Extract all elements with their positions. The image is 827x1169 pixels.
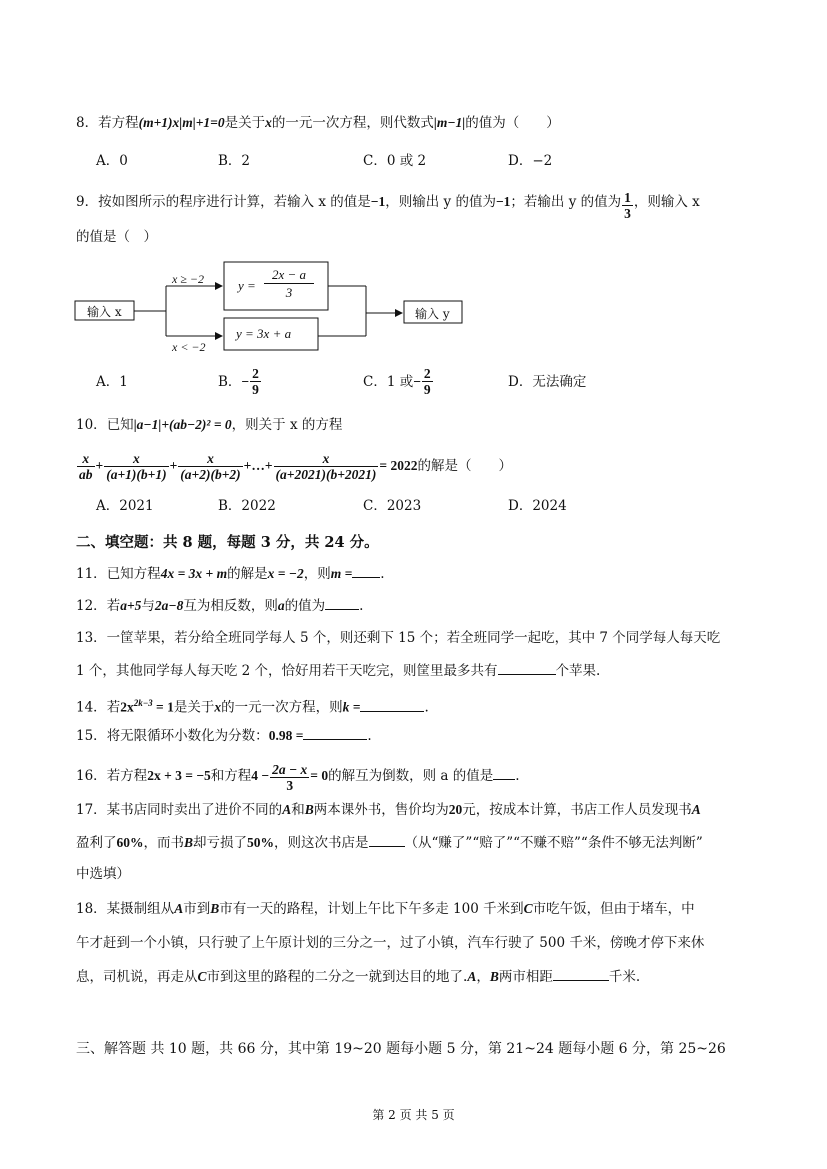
q8-equation: (m+1)x|m|+1=0 bbox=[138, 115, 225, 130]
formula-bottom: y = 3x + a bbox=[236, 326, 292, 341]
input-x-label: 输入 x bbox=[87, 305, 122, 319]
q14: 14．若$2x^{2k-3} = 1$是关于x的一元一次方程，则k = . bbox=[76, 698, 429, 716]
q14-answer-blank[interactable] bbox=[360, 699, 424, 712]
q17-line2: 盈利了60%，而书B却亏损了50%，则这次书店是 （从“赚了”“赔了”“不赚不赔”“条件不够无法判断” bbox=[76, 835, 703, 851]
q9-stem: 9．按如图所示的程序进行计算，若输入 x 的值是−1，则输出 y 的值为−1；若输出 y 的值为 $\frac{1}{3}$ ，则输入 x bbox=[76, 190, 700, 221]
q8-option-b: B．2 bbox=[218, 153, 251, 169]
q18-line2: 午才赶到一个小镇，只行驶了上午原计划的三分之一，过了小镇，汽车行驶了 500 千米，傍晚才停下来休 bbox=[76, 935, 705, 951]
q15: 15．将无限循环小数化为分数：0.98 = . bbox=[76, 728, 372, 744]
q8-option-c: C．0 或 2 bbox=[363, 153, 427, 169]
output-y-label: 输入 y bbox=[415, 307, 450, 321]
q16: 16．若方程2x + 3 = −5和方程4 − $\frac{2a - x}{3}$ = 0的解互为倒数，则 a 的值是 . bbox=[76, 762, 520, 793]
condition-bottom: x < −2 bbox=[172, 340, 206, 354]
q12: 12．若a+5与2a−8互为相反数，则a的值为 . bbox=[76, 598, 364, 614]
q9-option-d: D．无法确定 bbox=[508, 374, 587, 390]
q10-condition: |a−1|+(ab−2)² = 0 bbox=[133, 417, 232, 432]
q16-answer-blank[interactable] bbox=[493, 767, 515, 780]
q13-line2: 1 个，其他同学每人每天吃 2 个，恰好用若干天吃完，则筐里最多共有 个苹果. bbox=[76, 663, 601, 679]
q9-option-b: B．− $\frac{2}{9}$ bbox=[218, 366, 259, 397]
q18-line3: 息，司机说，再走从C市到这里的路程的二分之一就到达目的地了.A，B两市相距 千米. bbox=[76, 969, 641, 985]
condition-top: x ≥ −2 bbox=[172, 272, 205, 286]
q13-line1: 13．一筐苹果，若分给全班同学每人 5 个，则还剩下 15 个；若全班同学一起吃，其中 7 个同学每人每天吃 bbox=[76, 630, 721, 646]
q8-option-d: D．−2 bbox=[508, 153, 553, 169]
q17-line3: 中选填） bbox=[76, 866, 130, 882]
section-2-heading: 二、填空题：共 8 题，每题 3 分，共 24 分。 bbox=[76, 534, 379, 551]
q9-flowchart bbox=[74, 258, 474, 358]
q9-stem-line2: 的值是（ ） bbox=[76, 229, 157, 245]
q12-answer-blank[interactable] bbox=[325, 597, 359, 610]
q8-stem: 8．若方程(m+1)x|m|+1=0是关于x的一元一次方程，则代数式|m−1|的值为（ ） bbox=[76, 115, 560, 131]
q10-option-d: D．2024 bbox=[508, 498, 567, 514]
q15-answer-blank[interactable] bbox=[303, 727, 367, 740]
q11: 11．已知方程4x = 3x + m的解是x = −2，则m = . bbox=[76, 566, 385, 582]
section-3-heading: 三、解答题 共 10 题，共 66 分，其中第 19~20 题每小题 5 分，第 21~24 题每小题 6 分，第 25~26 bbox=[76, 1041, 726, 1057]
q17-line1: 17．某书店同时卖出了进价不同的A和B两本课外书，售价均为20元，按成本计算，书店工作人员发现书A bbox=[76, 802, 701, 818]
q10-option-a: A．2021 bbox=[96, 498, 154, 514]
q8-option-a: A．0 bbox=[96, 153, 128, 169]
q17-answer-blank[interactable] bbox=[369, 834, 405, 847]
q18-answer-blank[interactable] bbox=[553, 968, 609, 981]
q10-stem: 10．已知|a−1|+(ab−2)² = 0，则关于 x 的方程 bbox=[76, 417, 343, 433]
formula-top-lhs: y = bbox=[238, 278, 256, 293]
page-footer: 第 2 页 共 5 页 bbox=[372, 1108, 455, 1122]
q8-abs-expression: |m−1| bbox=[433, 115, 466, 130]
q13-answer-blank[interactable] bbox=[498, 662, 556, 675]
q18-line1: 18．某摄制组从A市到B市有一天的路程，计划上午比下午多走 100 千米到C市吃午饭，但由于堵车，中 bbox=[76, 901, 695, 917]
q15-repeating-decimal: 0.98 = bbox=[268, 728, 304, 743]
q9-option-c: C．1 或− $\frac{2}{9}$ bbox=[363, 366, 431, 397]
q10-option-b: B．2022 bbox=[218, 498, 276, 514]
formula-top-fraction: 2x − a 3 bbox=[264, 266, 314, 301]
q11-answer-blank[interactable] bbox=[352, 565, 380, 578]
q9-option-a: A．1 bbox=[96, 374, 128, 390]
q10-option-c: C．2023 bbox=[363, 498, 422, 514]
q10-equation: $\frac{x}{ab}$ + $\frac{x}{(a+1)(b+1)}$ + $\frac{x}{(a+2)(b+2)}$ +…+ $\frac{x}{(a+2021)(b+2021)}$ = 2022的解是（ ） bbox=[79, 451, 512, 482]
